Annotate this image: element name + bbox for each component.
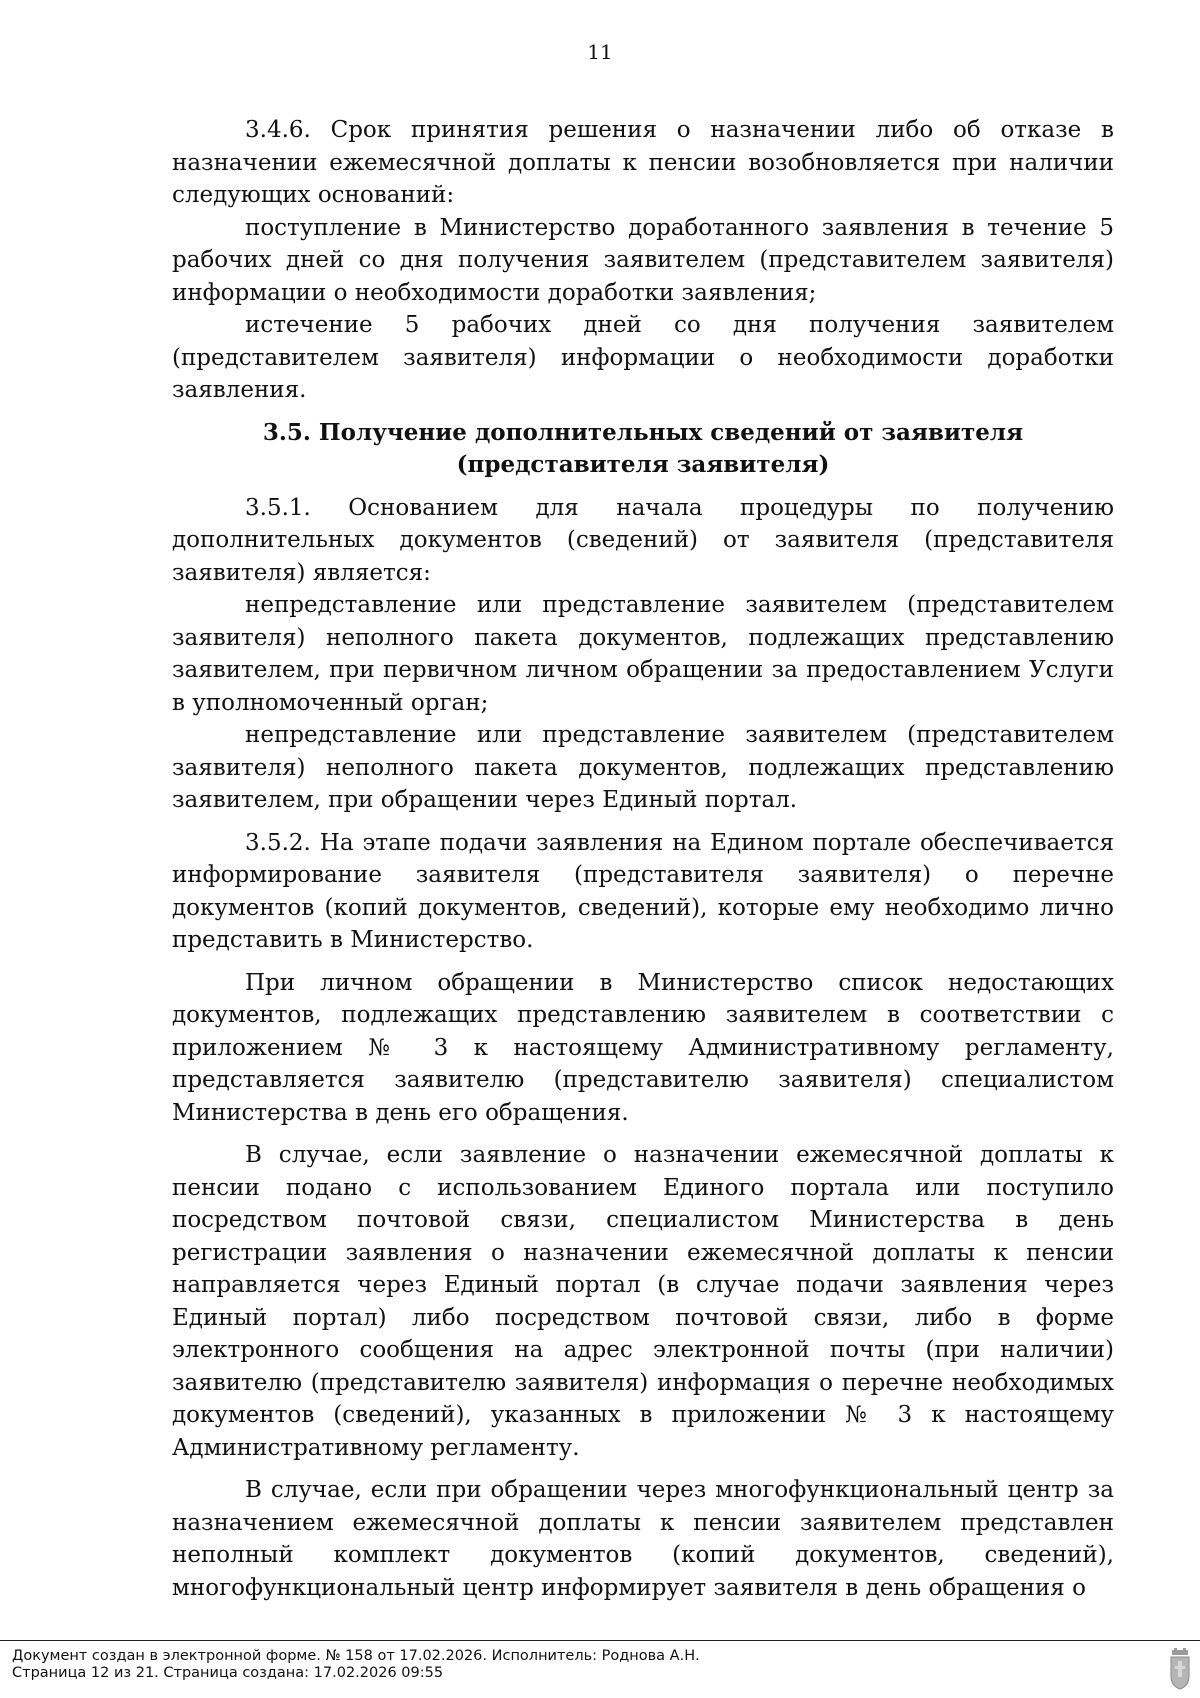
paragraph: непредставление или представление заявителем (представителем заявителя) неполного пакета документов, подлежащих представлению заявителем, при обращении через Единый портал.: [172, 722, 1114, 813]
paragraph: непредставление или представление заявителем (представителем заявителя) неполного пакета документов, подлежащих представлению заявителем, при первичном личном обращении за предоставлением Услуги в уполномоченный орган;: [172, 592, 1114, 716]
footer-line-document: Документ создан в электронной форме. № 158 от 17.02.2026. Исполнитель: Роднова А.Н.: [12, 1648, 700, 1664]
document-body: [172, 114, 1114, 1604]
paragraph: При личном обращении в Министерство список недостающих документов, подлежащих представлению заявителем в соответствии с приложением № 3 к настоящему Административному регламенту, представляется заявителю (представителю заявителя) специалистом Министерства в день его обращения.: [172, 969, 1114, 1126]
paragraph: 3.5.2. На этапе подачи заявления на Едином портале обеспечивается информирование заявителя (представителя заявителя) о перечне документов (копий документов, сведений), которые ему необходимо лично представить в Министерство.: [172, 829, 1114, 953]
paragraph: 3.4.6. Срок принятия решения о назначении либо об отказе в назначении ежемесячной доплаты к пенсии возобновляется при наличии следующих оснований:: [172, 117, 1114, 208]
section-heading: 3.5. Получение дополнительных сведений от заявителя (представителя заявителя): [262, 418, 1024, 478]
footer-divider: [0, 1640, 1200, 1641]
paragraph: истечение 5 рабочих дней со дня получения заявителем (представителем заявителя) информации о необходимости доработки заявления.: [172, 312, 1114, 403]
paragraph: поступление в Министерство доработанного заявления в течение 5 рабочих дней со дня получения заявителем (представителем заявителя) информации о необходимости доработки заявления;: [172, 214, 1114, 306]
coat-of-arms-icon: [1168, 1648, 1192, 1690]
paragraph: В случае, если заявление о назначении ежемесячной доплаты к пенсии подано с использованием Единого портала или поступило посредством почтовой связи, специалистом Министерства в день регистрации заявления о назначении ежемесячной доплаты к пенсии направляется через Единый портал (в случае подачи заявления через Единый портал) либо посредством почтовой связи, либо в форме электронного сообщения на адрес электронной почты (при наличии) заявителю (представителю заявителя) информация о перечне необходимых документов (сведений), указанных в приложении № 3 к настоящему Административному регламенту.: [172, 1142, 1114, 1461]
paragraph: 3.5.1. Основанием для начала процедуры по получению дополнительных документов (сведений) от заявителя (представителя заявителя) является:: [172, 494, 1114, 586]
page-number: 11: [587, 40, 613, 64]
footer-line-page: Страница 12 из 21. Страница создана: 17.02.2026 09:55: [12, 1665, 444, 1681]
footer-info: [12, 1648, 700, 1682]
paragraph: В случае, если при обращении через многофункциональный центр за назначением ежемесячной доплаты к пенсии заявителем представлен неполный комплект документов (копий документов, сведений), многофункциональный центр информирует заявителя в день обращения о: [172, 1477, 1114, 1601]
